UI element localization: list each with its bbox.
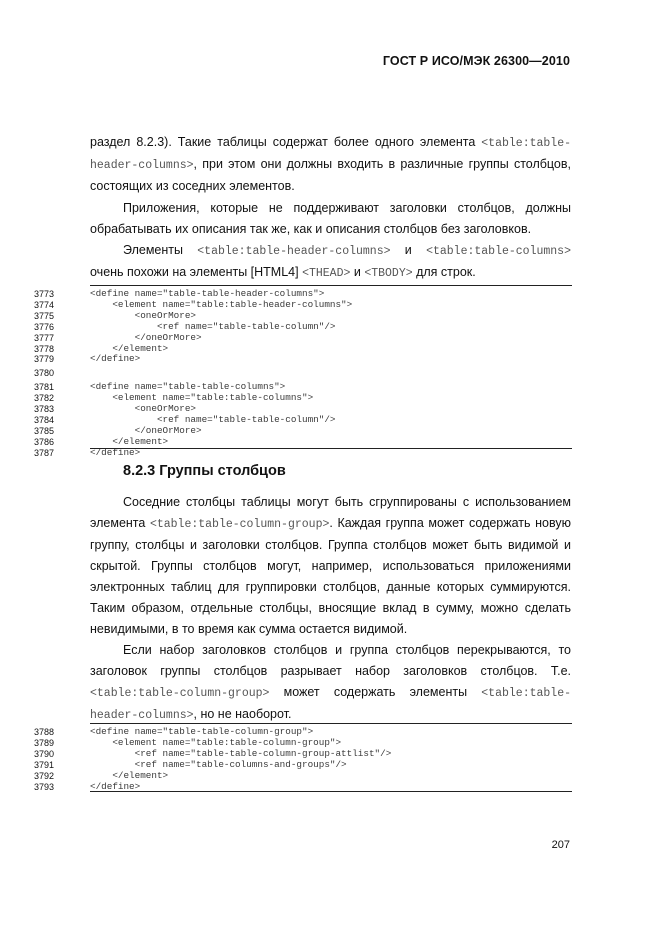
code-inline-table-column-group: <table:table-column-group> xyxy=(90,687,270,700)
code-block-bottom-rule xyxy=(90,791,572,792)
code-line-number: 3780 xyxy=(34,368,55,379)
code-inline-table-columns: <table:table-columns> xyxy=(426,245,571,258)
code-line-text: <ref name="table-table-column"/> xyxy=(90,320,336,332)
code-line-text: <element name="table:table-header-columns"> xyxy=(90,298,353,310)
code-block-top-rule xyxy=(90,285,572,286)
paragraph-html4-comparison xyxy=(90,240,571,284)
code-line-text: </element> xyxy=(90,342,169,354)
code-line-number: 3788 xyxy=(34,727,55,737)
page-number: 207 xyxy=(551,839,570,851)
paragraph-text: , но не наоборот. xyxy=(193,707,292,721)
code-line-number: 3773 xyxy=(34,289,55,299)
code-line-number: 3783 xyxy=(34,404,55,414)
code-line-number: 3791 xyxy=(34,759,55,770)
code-inline-table-header-columns: <table:table-header-columns> xyxy=(197,245,391,258)
code-line-number: 3782 xyxy=(34,393,55,404)
code-line-text: <ref name="table-table-column-group-attlist"/> xyxy=(90,747,392,759)
code-line-number: 3779 xyxy=(34,354,55,365)
document-header-id: ГОСТ Р ИСО/МЭК 26300—2010 xyxy=(382,54,570,68)
code-line-number: 3784 xyxy=(34,414,55,425)
code-line-text: </element> xyxy=(90,769,169,781)
code-line-text: </element> xyxy=(90,435,169,447)
code-line-number: 3774 xyxy=(34,299,55,310)
section-heading: 8.2.3 Группы столбцов xyxy=(123,463,286,479)
code-line-text: <oneOrMore> xyxy=(90,403,197,414)
code-line-text: <oneOrMore> xyxy=(90,309,197,321)
code-line-number: 3775 xyxy=(34,310,55,321)
paragraph-applications-without-headers xyxy=(90,198,571,240)
paragraph-table-header-columns-intro xyxy=(90,132,571,197)
code-line-number: 3777 xyxy=(34,332,55,343)
paragraph-text: Элементы xyxy=(123,243,198,257)
paragraph-text: раздел 8.2.3). Такие таблицы содержат более одного элемента xyxy=(90,135,482,149)
code-line-number: 3781 xyxy=(34,382,55,393)
code-line-text: <element name="table:table-column-group"> xyxy=(90,736,342,748)
paragraph-text: может содержать элементы xyxy=(269,685,482,699)
code-inline-tbody: <TBODY> xyxy=(364,267,413,280)
code-inline-table-column-group: <table:table-column-group> xyxy=(149,518,330,531)
code-line-text: <element name="table:table-columns"> xyxy=(90,392,314,404)
code-line-number: 3789 xyxy=(34,737,55,748)
code-inline-table-header-columns: <table:table-header-columns> xyxy=(90,137,571,172)
code-line-text: </define> xyxy=(90,446,141,458)
code-line-number: 3785 xyxy=(34,425,55,436)
code-line-number: 3793 xyxy=(34,781,55,792)
code-line-text: </oneOrMore> xyxy=(90,331,202,343)
paragraph-column-groups xyxy=(90,492,571,640)
code-line-text: <define name="table-table-column-group"> xyxy=(90,726,314,737)
code-line-text: <define name="table-table-columns"> xyxy=(90,381,286,393)
code-line-number: 3790 xyxy=(34,748,55,759)
code-line-text: </define> xyxy=(90,353,141,365)
code-line-text: </define> xyxy=(90,780,141,792)
code-inline-table-header-columns: <table:table-header-columns> xyxy=(90,687,571,722)
code-line-text: </oneOrMore> xyxy=(90,424,202,436)
code-line-number: 3778 xyxy=(34,343,55,354)
code-line-number: 3792 xyxy=(34,770,55,781)
paragraph-text: очень похожи на элементы [HTML4] xyxy=(90,265,303,279)
code-line-text: <ref name="table-columns-and-groups"/> xyxy=(90,758,347,770)
code-block-top-rule xyxy=(90,723,572,724)
paragraph-text: , при этом они должны входить в различные группы столбцов, состоящих из соседних элементов. xyxy=(90,157,571,193)
paragraph-text: Соседние столбцы таблицы могут быть сгруппированы с использованием элемента xyxy=(90,495,571,530)
code-line-number: 3786 xyxy=(34,436,55,447)
code-inline-thead: <THEAD> xyxy=(302,267,351,280)
paragraph-text: для строк. xyxy=(412,265,476,279)
paragraph-text: Если набор заголовков столбцов и группа столбцов перекрываются, то заголовок группы столбцов разрывает набор заголовков столбцов. Т.е. xyxy=(90,643,571,678)
code-line-number: 3787 xyxy=(34,447,55,458)
code-line-number: 3776 xyxy=(34,321,55,332)
paragraph-text: и xyxy=(350,265,365,279)
code-line-text: <ref name="table-table-column"/> xyxy=(90,413,336,425)
code-line-text: <define name="table-table-header-columns"> xyxy=(90,288,325,299)
paragraph-overlap-rules xyxy=(90,640,571,726)
paragraph-text: . Каждая группа может содержать новую группу, столбцы и заголовки столбцов. Группа столбцов может быть видимой и скрытой. Группы столбцов могут, например, использоваться приложениями электронных таблиц для группировки столбцов, данные которых суммируются. Таким образом, отдельные столбцы, вносящие вклад в сумму, можно сделать невидимыми, в то время как сумма остается видимой. xyxy=(90,516,571,636)
code-block-bottom-rule xyxy=(90,448,572,449)
paragraph-text: Приложения, которые не поддерживают заголовки столбцов, должны обрабатывать их описания так же, как и описания столбцов без заголовков. xyxy=(90,201,571,236)
paragraph-text: и xyxy=(390,243,427,257)
